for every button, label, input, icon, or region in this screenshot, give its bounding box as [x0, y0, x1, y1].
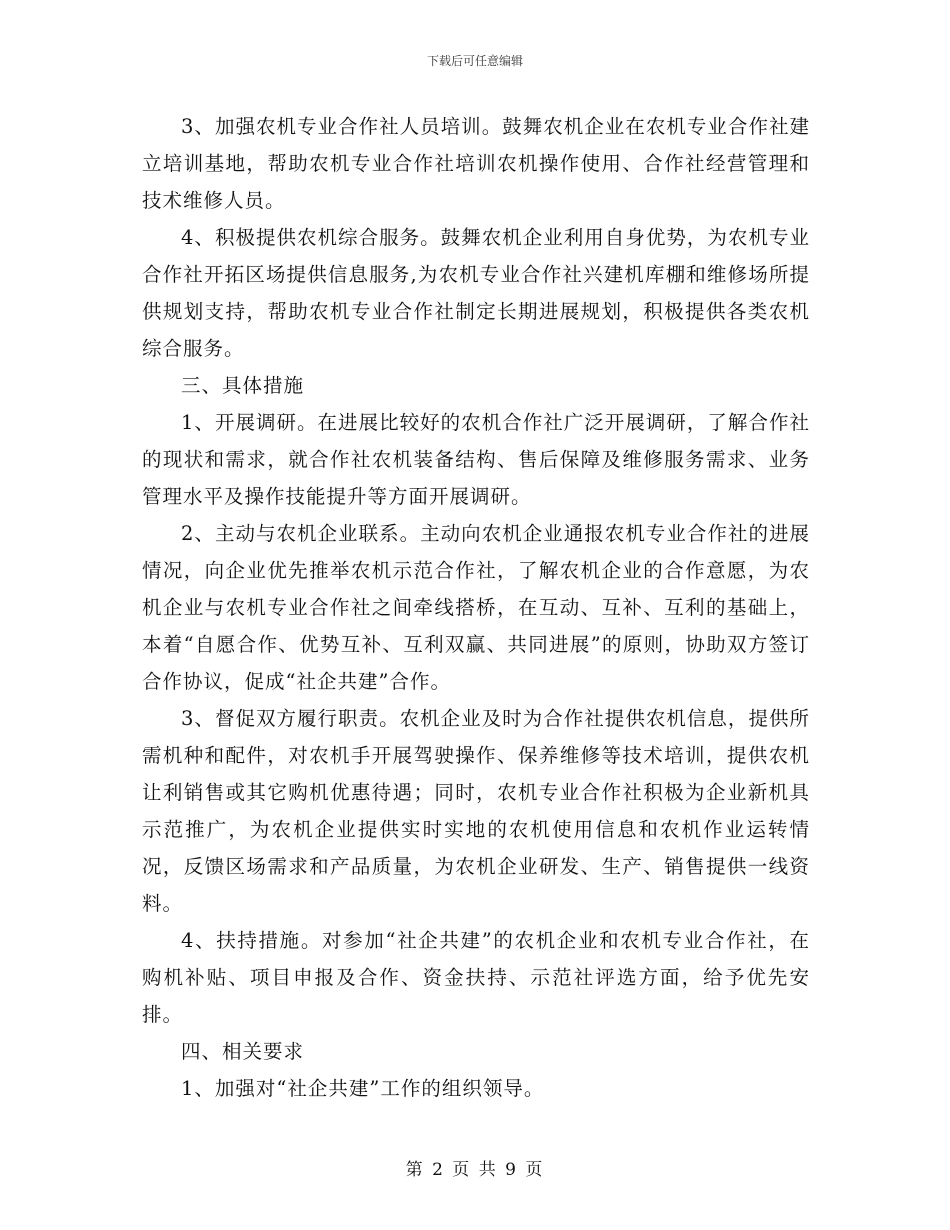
document-body [142, 108, 810, 1107]
paragraph-research: 1、开展调研。在进展比较好的农机合作社广泛开展调研，了解合作社的现状和需求，就合作社农机装备结构、售后保障及维修服务需求、业务管理水平及操作技能提升等方面开展调研。 [142, 411, 810, 508]
section-heading-requirements: 四、相关要求 [181, 1040, 305, 1063]
page-number: 第 2 页 共 9 页 [405, 1160, 545, 1180]
header-note: 下载后可任意编辑 [426, 54, 523, 68]
paragraph-leadership: 1、加强对“社企共建”工作的组织领导。 [181, 1077, 545, 1100]
paragraph-support: 4、扶持措施。对参加“社企共建”的农机企业和农机专业合作社，在购机补贴、项目申报及合作、资金扶持、示范社评选方面，给予优先安排。 [142, 929, 810, 1026]
paragraph-duties: 3、督促双方履行职责。农机企业及时为合作社提供农机信息，提供所需机种和配件，对农机手开展驾驶操作、保养维修等技术培训，提供农机让利销售或其它购机优惠待遇；同时，农机专业合作社积极为企业新机具示范推广，为农机企业提供实时实地的农机使用信息和农机作业运转情况，反馈区场需求和产品质量，为农机企业研发、生产、销售提供一线资料。 [142, 707, 810, 915]
paragraph-services: 4、积极提供农机综合服务。鼓舞农机企业利用自身优势，为农机专业合作社开拓区场提供信息服务,为农机专业合作社兴建机库棚和维修场所提供规划支持，帮助农机专业合作社制定长期进展规划，积极提供各类农机综合服务。 [142, 226, 810, 360]
paragraph-training: 3、加强农机专业合作社人员培训。鼓舞农机企业在农机专业合作社建立培训基地，帮助农机专业合作社培训农机操作使用、合作社经营管理和技术维修人员。 [142, 115, 810, 212]
section-heading-measures: 三、具体措施 [181, 374, 305, 397]
paragraph-contact: 2、主动与农机企业联系。主动向农机企业通报农机专业合作社的进展情况，向企业优先推举农机示范合作社，了解农机企业的合作意愿，为农机企业与农机专业合作社之间牵线搭桥，在互动、互补、互利的基础上，本着“自愿合作、优势互补、互利双赢、共同进展”的原则，协助双方签订合作协议，促成“社企共建”合作。 [142, 522, 810, 693]
